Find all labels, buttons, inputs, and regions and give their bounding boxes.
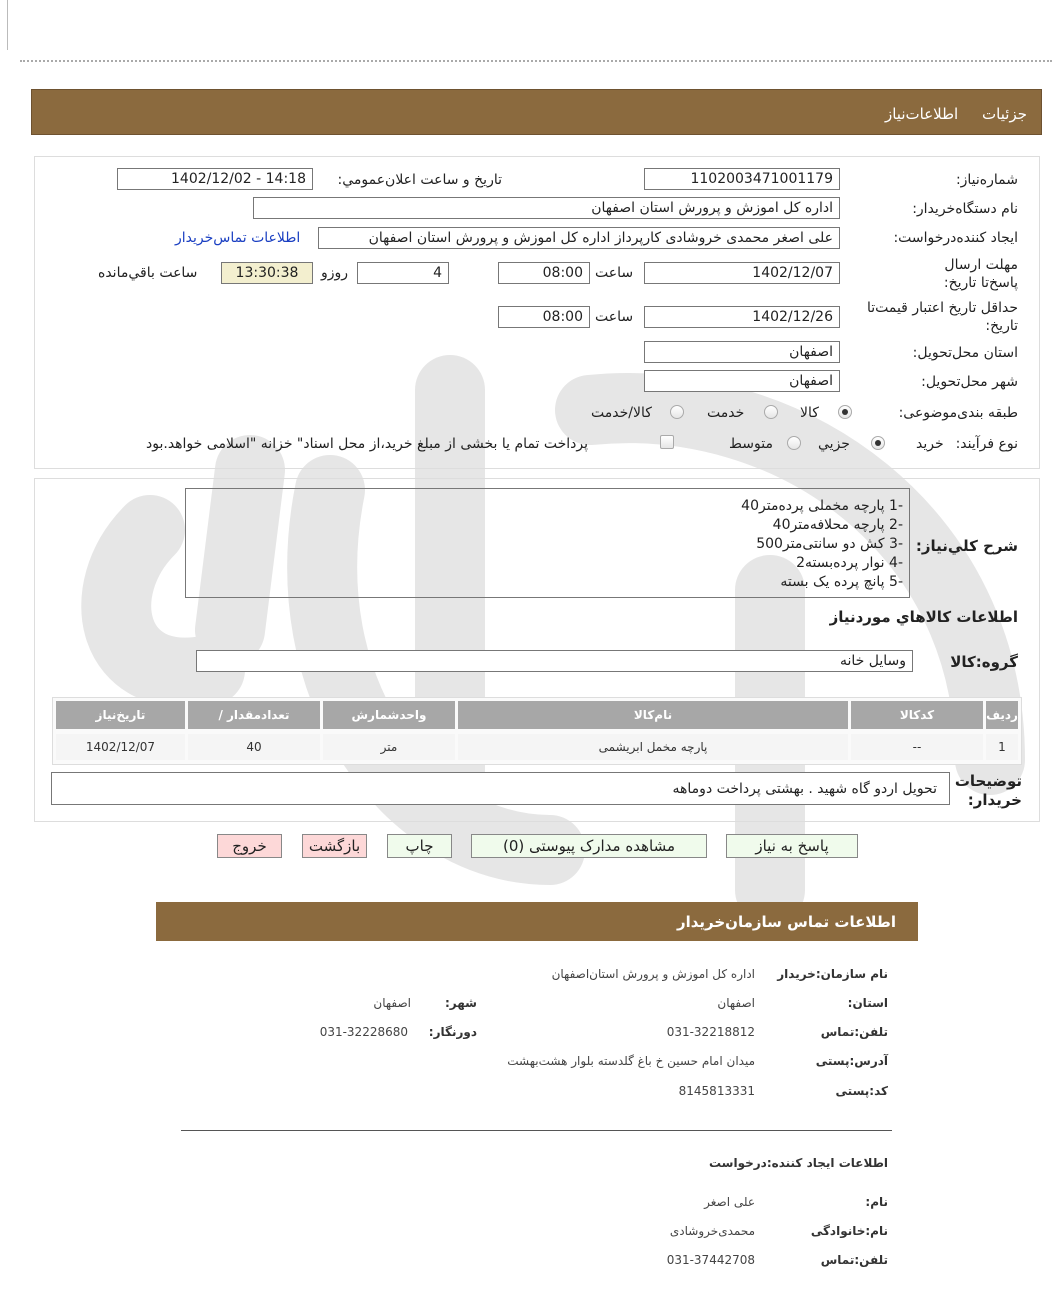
buyer-org-field[interactable]: اداره کل اموزش و پرورش استان اصفهان — [253, 197, 840, 219]
cell-date: 1402/12/07 — [56, 734, 185, 760]
col-header-date: تاریخ‌نیاز — [56, 701, 185, 729]
description-label: شرح کلي‌نیاز: — [915, 537, 1018, 555]
print-button[interactable]: چاپ — [387, 834, 452, 858]
creator-family-label: نام:خانوادگی — [810, 1224, 888, 1238]
contact-city-label: شهر: — [445, 996, 477, 1010]
col-header-qty: / تعدادمقدار — [188, 701, 320, 729]
cell-code: -- — [851, 734, 983, 760]
reply-button[interactable]: پاسخ به نیاز — [726, 834, 858, 858]
description-line: -3 کش دو سانتی‌متر500 — [756, 536, 903, 552]
fax-label: دورنگار: — [428, 1025, 477, 1039]
creator-phone-value: 031-37442708 — [666, 1253, 755, 1267]
days-label: روزو — [321, 265, 349, 281]
creator-name-value: علی اصغر — [704, 1195, 755, 1209]
remaining-time-field: 13:30:38 — [221, 262, 313, 284]
process-label: نوع فرآیند: — [955, 436, 1018, 452]
description-box — [185, 488, 910, 598]
contact-buyer-link[interactable]: اطلاعات تماس‌خریدار — [175, 230, 301, 246]
cell-qty: 40 — [188, 734, 320, 760]
description-line: -4 نوار پرده‌بسته2 — [796, 555, 903, 571]
goods-group-label: گروه:کالا — [950, 653, 1018, 671]
attachments-button[interactable]: مشاهده مدارک پیوستی (0) — [471, 834, 707, 858]
exit-button[interactable]: خروج — [217, 834, 282, 858]
category-option-both: کالا/خدمت — [591, 405, 652, 421]
creator-label: ایجاد کننده‌درخواست: — [893, 230, 1018, 246]
category-radio-goods[interactable] — [838, 405, 852, 419]
treasury-note: پرداخت تمام یا بخشی از مبلغ خرید،از محل اسناد" خزانه "اسلامی خواهد.بود — [146, 436, 589, 452]
announce-label: تاریخ و ساعت اعلان‌عمومي: — [337, 172, 502, 188]
col-header-code: کدکالا — [851, 701, 983, 729]
col-header-unit: واحدشمارش — [323, 701, 455, 729]
top-border-left — [7, 0, 8, 50]
col-header-row: رديف — [986, 701, 1018, 729]
contact-header-title: اطلاعات تماس سازمان‌خریدار — [676, 913, 896, 931]
treasury-checkbox[interactable] — [660, 435, 674, 449]
remaining-label: ساعت باقي‌مانده — [98, 265, 198, 281]
address-value: میدان امام حسین خ باغ گلدسته بلوار هشت‌بهشت — [507, 1054, 755, 1068]
org-value: اداره کل اموزش و پرورش استان‌اصفهان — [551, 967, 755, 981]
city-field[interactable]: اصفهان — [644, 370, 840, 392]
category-radio-service[interactable] — [764, 405, 778, 419]
category-option-goods: کالا — [800, 405, 819, 421]
buyer-notes-field: تحویل اردو گاه شهید . بهشتی پرداخت دوماهه — [51, 772, 950, 805]
org-label: نام سازمان:خریدار — [777, 967, 888, 981]
deadline-label: مهلت ارسال پاسخ‌تا تاریخ: — [943, 257, 1018, 291]
back-button[interactable]: بازگشت — [302, 834, 367, 858]
header-title — [885, 105, 1027, 123]
province-field[interactable]: اصفهان — [644, 341, 840, 363]
deadline-time-field[interactable]: 08:00 — [498, 262, 590, 284]
process-option-minor: جزيي — [818, 436, 850, 452]
address-label: آدرس:پستی — [815, 1054, 888, 1068]
phone-label: تلفن:تماس — [820, 1025, 888, 1039]
process-option-purchase: خرید — [916, 436, 944, 452]
deadline-time-label: ساعت — [595, 265, 634, 281]
cell-row: 1 — [986, 734, 1018, 760]
price-valid-time-label: ساعت — [595, 309, 634, 325]
contact-city-value: اصفهان — [373, 996, 411, 1010]
contact-divider — [181, 1130, 892, 1131]
category-option-service: خدمت — [707, 405, 745, 421]
price-valid-time-field[interactable]: 08:00 — [498, 306, 590, 328]
postal-label: کد:پستی — [835, 1084, 888, 1098]
goods-group-field[interactable]: وسایل خانه — [196, 650, 913, 672]
col-header-name: نام‌کالا — [458, 701, 848, 729]
process-option-medium: متوسط — [729, 436, 773, 452]
contact-province-value: اصفهان — [717, 996, 755, 1010]
creator-name-label: نام: — [865, 1195, 888, 1209]
creator-phone-label: تلفن:تماس — [820, 1253, 888, 1267]
cell-unit: متر — [323, 734, 455, 760]
postal-value: 8145813331 — [678, 1084, 755, 1098]
category-radio-both[interactable] — [670, 405, 684, 419]
need-number-field[interactable]: 1102003471001179 — [644, 168, 840, 190]
days-field[interactable]: 4 — [357, 262, 449, 284]
description-line: -1 پارچه مخملی پرده‌متر40 — [741, 498, 903, 514]
creator-field[interactable]: علی اصغر محمدی خروشادی کارپرداز اداره کل اموزش و پرورش استان اصفهان — [318, 227, 840, 249]
description-line: -5 پانچ پرده یک بسته — [780, 574, 903, 590]
goods-section-title: اطلاعات کالاهاي موردنیاز — [829, 608, 1018, 626]
header-info-label: اطلاعات‌نیاز — [884, 105, 959, 123]
phone-value: 031-32218812 — [666, 1025, 755, 1039]
creator-section-title: اطلاعات ایجاد کننده:درخواست — [708, 1156, 888, 1170]
need-number-label: شماره‌نیاز: — [955, 172, 1018, 188]
process-radio-medium[interactable] — [787, 436, 801, 450]
deadline-date-field[interactable]: 1402/12/07 — [644, 262, 840, 284]
price-valid-label: حداقل تاریخ اعتبار قیمت‌تا تاریخ: — [866, 300, 1018, 334]
buyer-org-label: نام دستگاه‌خريدار: — [912, 201, 1018, 217]
contact-province-label: استان: — [847, 996, 888, 1010]
description-line: -2 پارچه محلافه‌متر40 — [772, 517, 903, 533]
city-label: شهر محل‌تحویل: — [921, 374, 1018, 390]
price-valid-date-field[interactable]: 1402/12/26 — [644, 306, 840, 328]
buyer-notes-label: توضیحات خریدار: — [954, 772, 1022, 809]
province-label: استان محل‌تحویل: — [912, 345, 1018, 361]
cell-name: پارچه مخمل ابریشمی — [458, 734, 848, 760]
header-details-label: جزئیات — [982, 105, 1027, 123]
process-radio-minor[interactable] — [871, 436, 885, 450]
category-label: طبقه بندی‌موضوعی: — [898, 405, 1018, 421]
top-dotted-line — [20, 60, 1052, 62]
fax-value: 031-32228680 — [319, 1025, 408, 1039]
announce-field[interactable]: 1402/12/02 - 14:18 — [117, 168, 313, 190]
creator-family-value: محمدی‌خروشادی — [669, 1224, 755, 1238]
